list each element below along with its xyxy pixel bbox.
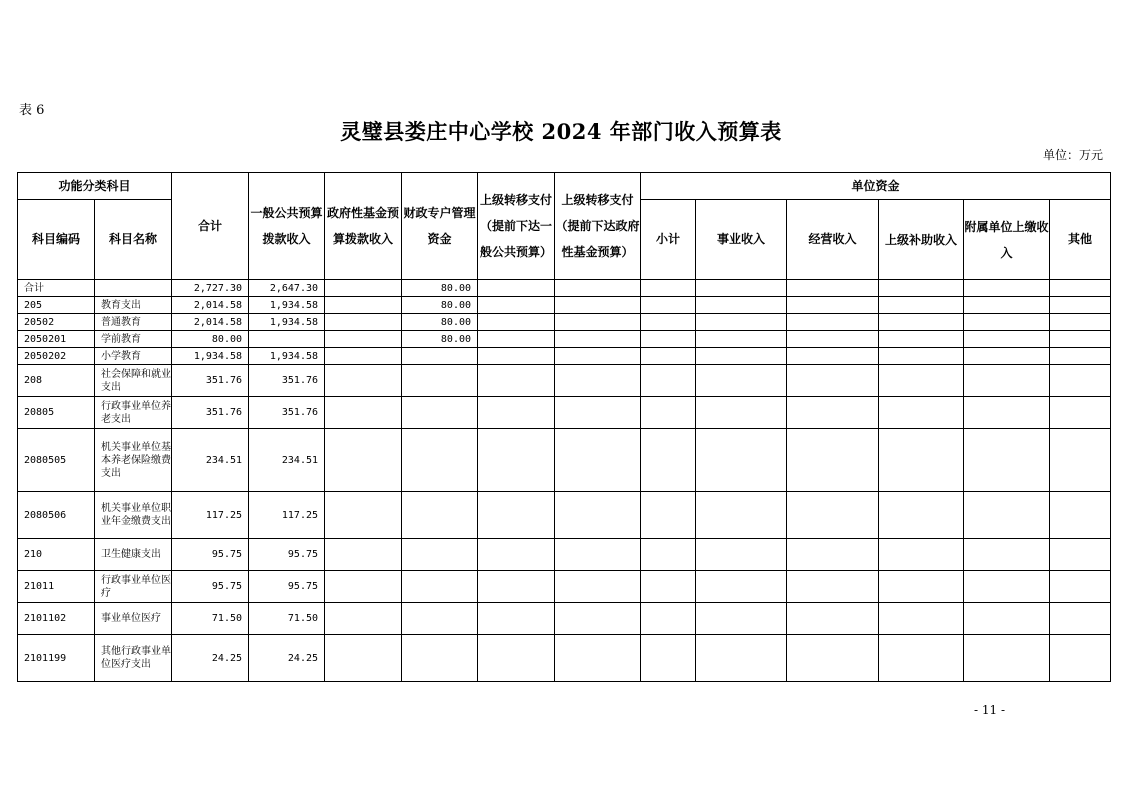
- header-special-fund: 财政专户管理资金: [402, 173, 478, 280]
- header-operating-income: 经营收入: [787, 200, 879, 280]
- row-total: 117.25: [172, 492, 249, 539]
- row-general-budget: [249, 331, 325, 348]
- row-code: 20805: [18, 397, 95, 429]
- row-total: 351.76: [172, 365, 249, 397]
- row-name: 社会保障和就业支出: [95, 365, 172, 397]
- header-transfer-fund: 上级转移支付（提前下达政府性基金预算）: [555, 173, 641, 280]
- row-name: 事业单位医疗: [95, 603, 172, 635]
- row-special-fund: [402, 603, 478, 635]
- row-general-budget: 351.76: [249, 397, 325, 429]
- row-special-fund: 80.00: [402, 314, 478, 331]
- row-special-fund: 80.00: [402, 331, 478, 348]
- row-total: 71.50: [172, 603, 249, 635]
- row-special-fund: [402, 539, 478, 571]
- row-name: 小学教育: [95, 348, 172, 365]
- row-code: 20502: [18, 314, 95, 331]
- row-code: 2050201: [18, 331, 95, 348]
- table-row: [18, 331, 1111, 348]
- row-name: 机关事业单位基本养老保险缴费支出: [95, 429, 172, 492]
- table-row: [18, 635, 1111, 682]
- row-name: 学前教育: [95, 331, 172, 348]
- table-row: [18, 297, 1111, 314]
- row-code: 208: [18, 365, 95, 397]
- row-special-fund: [402, 397, 478, 429]
- row-code: 2101199: [18, 635, 95, 682]
- row-code: 21011: [18, 571, 95, 603]
- row-total: 234.51: [172, 429, 249, 492]
- row-code: 2080505: [18, 429, 95, 492]
- row-special-fund: 80.00: [402, 297, 478, 314]
- row-total: 80.00: [172, 331, 249, 348]
- table-label: 表 6: [19, 103, 45, 118]
- table-row: [18, 314, 1111, 331]
- row-special-fund: [402, 348, 478, 365]
- row-total: 1,934.58: [172, 348, 249, 365]
- table-row: [18, 539, 1111, 571]
- table-row: [18, 397, 1111, 429]
- table-row: [18, 348, 1111, 365]
- header-functional-group: 功能分类科目: [18, 173, 172, 200]
- header-other: 其他: [1050, 200, 1111, 280]
- row-general-budget: 2,647.30: [249, 280, 325, 297]
- row-name: [95, 280, 172, 297]
- row-total: 2,727.30: [172, 280, 249, 297]
- row-name: 机关事业单位职业年金缴费支出: [95, 492, 172, 539]
- header-transfer-general: 上级转移支付（提前下达一般公共预算）: [478, 173, 555, 280]
- row-total: 2,014.58: [172, 297, 249, 314]
- row-general-budget: 1,934.58: [249, 314, 325, 331]
- row-code: 2080506: [18, 492, 95, 539]
- header-unit-group: 单位资金: [641, 173, 1111, 200]
- row-total: 95.75: [172, 539, 249, 571]
- header-superior-subsidy: 上级补助收入: [879, 200, 964, 280]
- header-general-budget: 一般公共预算拨款收入: [249, 173, 325, 280]
- row-code: 205: [18, 297, 95, 314]
- page-title: 灵璧县娄庄中心学校 2024 年部门收入预算表: [340, 119, 782, 144]
- page-number: - 11 -: [974, 703, 1006, 717]
- row-general-budget: 71.50: [249, 603, 325, 635]
- row-special-fund: 80.00: [402, 280, 478, 297]
- header-code: 科目编码: [18, 200, 95, 280]
- row-general-budget: 24.25: [249, 635, 325, 682]
- table-row: [18, 429, 1111, 492]
- row-total: 95.75: [172, 571, 249, 603]
- row-general-budget: 95.75: [249, 571, 325, 603]
- header-total: 合计: [172, 173, 249, 280]
- row-general-budget: 95.75: [249, 539, 325, 571]
- row-special-fund: [402, 429, 478, 492]
- row-code: 合计: [18, 280, 95, 297]
- row-code: 2101102: [18, 603, 95, 635]
- row-total: 351.76: [172, 397, 249, 429]
- row-total: 24.25: [172, 635, 249, 682]
- row-general-budget: 1,934.58: [249, 297, 325, 314]
- row-general-budget: 234.51: [249, 429, 325, 492]
- table-row: [18, 603, 1111, 635]
- row-general-budget: 117.25: [249, 492, 325, 539]
- row-total: 2,014.58: [172, 314, 249, 331]
- row-general-budget: 1,934.58: [249, 348, 325, 365]
- unit-label: 单位：万元: [1042, 148, 1103, 162]
- row-special-fund: [402, 492, 478, 539]
- row-general-budget: 351.76: [249, 365, 325, 397]
- row-name: 卫生健康支出: [95, 539, 172, 571]
- header-gov-fund: 政府性基金预算拨款收入: [325, 173, 402, 280]
- row-name: 行政事业单位医疗: [95, 571, 172, 603]
- header-affiliated-income: 附属单位上缴收入: [964, 200, 1050, 280]
- header-name: 科目名称: [95, 200, 172, 280]
- header-subtotal: 小计: [641, 200, 696, 280]
- table-row: [18, 365, 1111, 397]
- row-special-fund: [402, 635, 478, 682]
- header-business-income: 事业收入: [696, 200, 787, 280]
- row-special-fund: [402, 571, 478, 603]
- table-body: [18, 280, 1111, 682]
- row-name: 其他行政事业单位医疗支出: [95, 635, 172, 682]
- budget-table: [17, 172, 1111, 682]
- table-row: [18, 571, 1111, 603]
- table-row: [18, 492, 1111, 539]
- row-special-fund: [402, 365, 478, 397]
- row-code: 2050202: [18, 348, 95, 365]
- row-code: 210: [18, 539, 95, 571]
- row-name: 行政事业单位养老支出: [95, 397, 172, 429]
- table-row: [18, 280, 1111, 297]
- row-name: 教育支出: [95, 297, 172, 314]
- row-name: 普通教育: [95, 314, 172, 331]
